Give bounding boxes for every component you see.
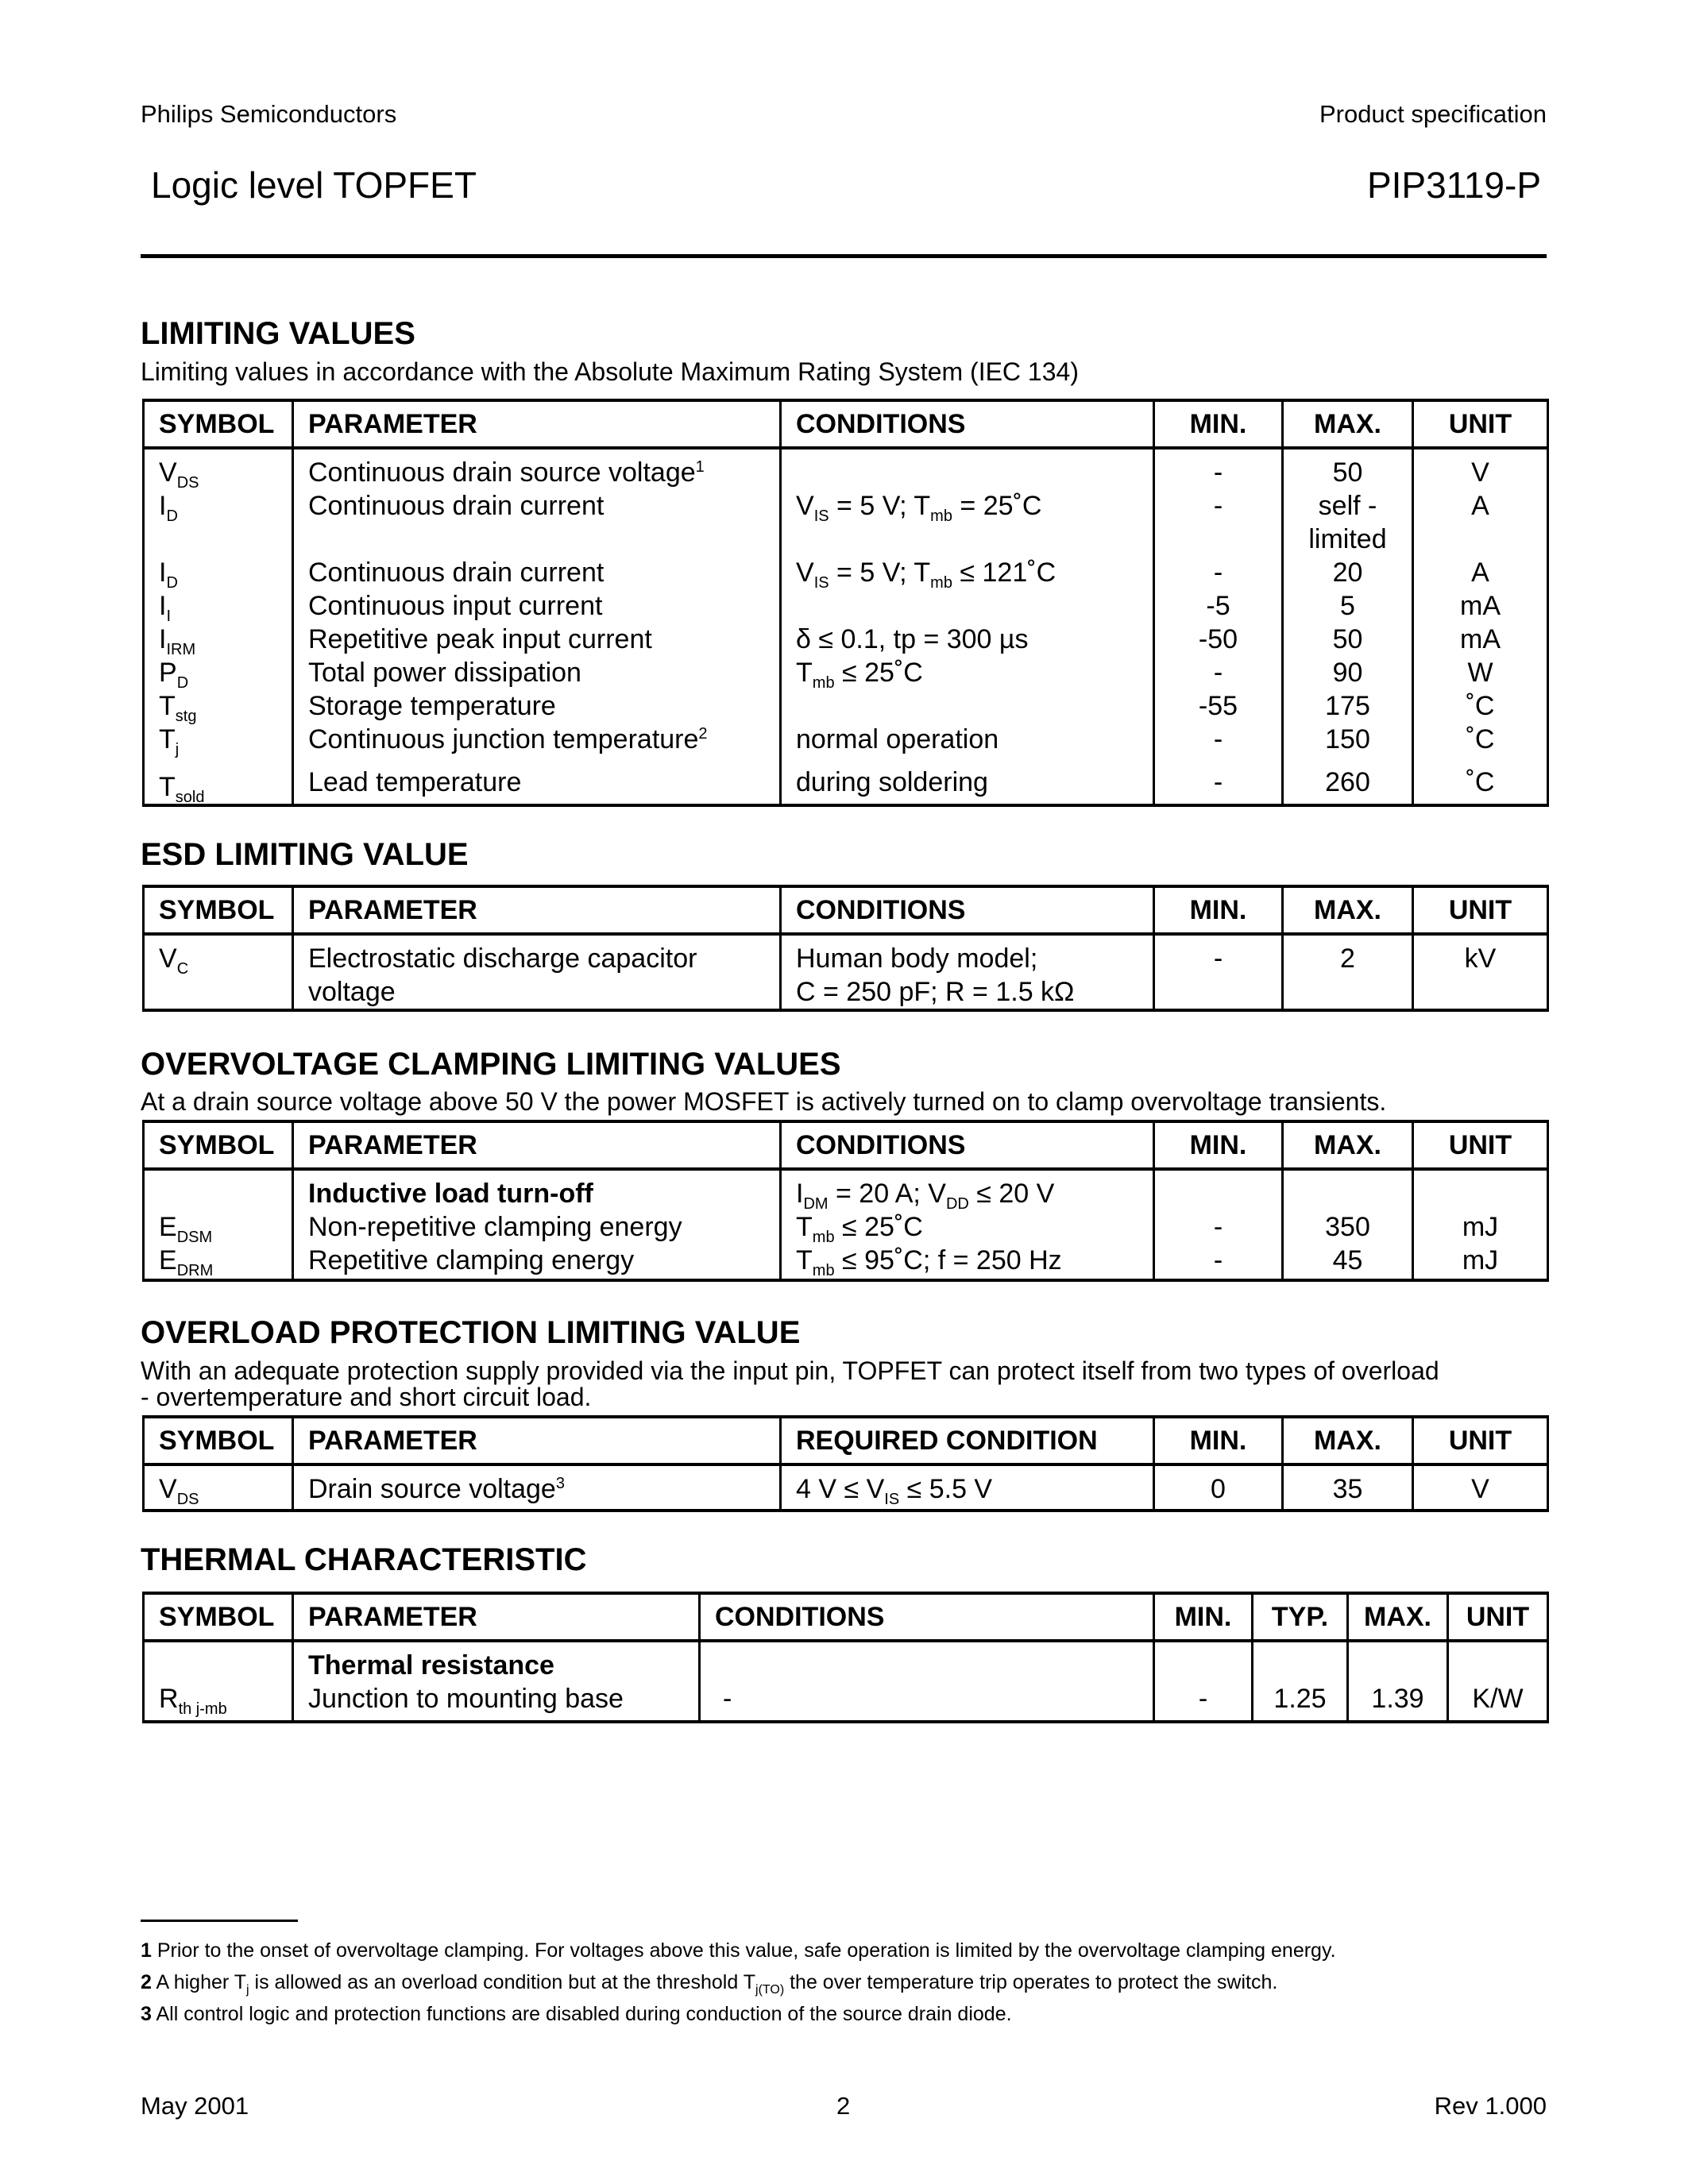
typ-cell: [1253, 1641, 1348, 1682]
limiting-values-table: [142, 399, 1549, 807]
min-cell: -50: [1154, 623, 1283, 656]
unit-cell: [1448, 1641, 1548, 1682]
min-cell: -55: [1154, 689, 1283, 723]
unit-cell: A: [1413, 556, 1548, 589]
min-cell: -: [1154, 448, 1283, 489]
max-cell: 350: [1283, 1210, 1413, 1244]
typ-cell: 1.25: [1253, 1682, 1348, 1722]
revision: Rev 1.000: [1434, 2092, 1547, 2120]
table-header-row: [144, 400, 1548, 448]
unit-cell: [1413, 1169, 1548, 1210]
parameter-cell: Repetitive peak input current: [293, 623, 781, 656]
max-cell: self - limited: [1283, 489, 1413, 556]
unit-cell: kV: [1413, 934, 1548, 1010]
conditions-cell: $T_{mb}$ ≤ 25˚C: [781, 656, 1154, 689]
page-number: 2: [836, 2092, 851, 2120]
clamping-intro: At a drain source voltage above 50 V the power MOSFET is actively turned on to clamp overvoltage transients.: [141, 1087, 1387, 1116]
unit-cell: K/W: [1448, 1682, 1548, 1722]
col-min: MIN.: [1154, 400, 1283, 448]
symbol-cell: $I_D$: [144, 556, 293, 589]
col-max: MAX.: [1283, 1121, 1413, 1169]
part-number: PIP3119-P: [1366, 164, 1541, 206]
max-cell: 90: [1283, 656, 1413, 689]
table-row: [144, 689, 1548, 723]
symbol-cell: $T_j$: [144, 723, 293, 756]
unit-cell: mJ: [1413, 1244, 1548, 1280]
symbol-cell: $P_D$: [144, 656, 293, 689]
unit-cell: V: [1413, 1464, 1548, 1511]
conditions-cell: $V_{IS} = 5$ V; $T_{mb}$ ≤ 121˚C: [781, 556, 1154, 589]
col-min: MIN.: [1154, 1121, 1283, 1169]
min-cell: [1154, 1641, 1253, 1682]
footer-date: May 2001: [141, 2092, 249, 2120]
min-cell: -5: [1154, 589, 1283, 623]
min-cell: 0: [1154, 1464, 1283, 1511]
symbol-cell: $E_{DSM}$: [144, 1210, 293, 1244]
parameter-cell: Continuous drain current: [293, 489, 781, 556]
max-cell: [1283, 1169, 1413, 1210]
min-cell: -: [1154, 723, 1283, 756]
table-row: [144, 1210, 1548, 1244]
col-unit: UNIT: [1413, 886, 1548, 934]
parameter-cell: Storage temperature: [293, 689, 781, 723]
thermal-table: [142, 1592, 1549, 1723]
col-symbol: SYMBOL: [144, 1417, 293, 1464]
table-row: [144, 723, 1548, 756]
conditions-cell: δ ≤ 0.1, tp = 300 µs: [781, 623, 1154, 656]
footnote-3: 3 All control logic and protection functions are disabled during conduction of the source drain diode.: [141, 2003, 1012, 2025]
conditions-cell: $V_{IS} = 5$ V; $T_{mb}$ = 25˚C: [781, 489, 1154, 556]
col-unit: UNIT: [1413, 1121, 1548, 1169]
min-cell: -: [1154, 934, 1283, 1010]
conditions-cell: $I_{DM} = 20$ A; $V_{DD} \le 20$ V: [781, 1169, 1154, 1210]
max-cell: 20: [1283, 556, 1413, 589]
min-cell: -: [1154, 1210, 1283, 1244]
table-header-row: [144, 1121, 1548, 1169]
col-unit: UNIT: [1448, 1593, 1548, 1641]
symbol-cell: $I_D$: [144, 489, 293, 556]
unit-cell: ˚C: [1413, 689, 1548, 723]
conditions-cell: $T_{mb}$ ≤ 95˚C; f = 250 Hz: [781, 1244, 1154, 1280]
unit-cell: mJ: [1413, 1210, 1548, 1244]
min-cell: [1154, 1169, 1283, 1210]
col-parameter: PARAMETER: [293, 400, 781, 448]
col-parameter: PARAMETER: [293, 886, 781, 934]
unit-cell: ˚C: [1413, 723, 1548, 756]
min-cell: -: [1154, 556, 1283, 589]
table-header-row: [144, 886, 1548, 934]
col-conditions: CONDITIONS: [781, 1121, 1154, 1169]
conditions-cell: -: [700, 1682, 1154, 1722]
parameter-cell: Repetitive clamping energy: [293, 1244, 781, 1280]
symbol-cell: $R_{th j-mb}$: [144, 1682, 293, 1722]
symbol-cell: $I_{IRM}$: [144, 623, 293, 656]
unit-cell: A: [1413, 489, 1548, 556]
max-cell: 175: [1283, 689, 1413, 723]
conditions-cell: 4 $V \le V_{IS} \le 5.5$ V: [781, 1464, 1154, 1511]
col-required-condition: REQUIRED CONDITION: [781, 1417, 1154, 1464]
conditions-cell: $T_{mb}$ ≤ 25˚C: [781, 1210, 1154, 1244]
conditions-cell: [781, 589, 1154, 623]
footnote-2: 2 A higher $T_j$ is allowed as an overload condition but at the threshold $T_{j(TO)}$ the over temperature trip operates to protect the switch.: [141, 1971, 1278, 1997]
overload-intro-1: With an adequate protection supply provided via the input pin, TOPFET can protect itself from two types of overload: [141, 1356, 1439, 1385]
parameter-cell: Electrostatic discharge capacitor voltage: [293, 934, 781, 1010]
col-min: MIN.: [1154, 1593, 1253, 1641]
limiting-values-intro: Limiting values in accordance with the Absolute Maximum Rating System (IEC 134): [141, 357, 1079, 386]
parameter-cell: Lead temperature: [293, 756, 781, 805]
table-row: [144, 934, 1548, 1010]
table-row: [144, 1169, 1548, 1210]
overload-intro-2: - overtemperature and short circuit load.: [141, 1383, 592, 1411]
parameter-cell: Continuous drain source voltage$^1$: [293, 448, 781, 489]
max-cell: 2: [1283, 934, 1413, 1010]
page-title: Logic level TOPFET: [151, 164, 477, 206]
col-symbol: SYMBOL: [144, 400, 293, 448]
col-min: MIN.: [1154, 886, 1283, 934]
parameter-cell: Non-repetitive clamping energy: [293, 1210, 781, 1244]
col-typ: TYP.: [1253, 1593, 1348, 1641]
table-row: [144, 756, 1548, 805]
max-cell: 150: [1283, 723, 1413, 756]
col-symbol: SYMBOL: [144, 1593, 293, 1641]
max-cell: 45: [1283, 1244, 1413, 1280]
col-conditions: CONDITIONS: [700, 1593, 1154, 1641]
table-row: [144, 1464, 1548, 1511]
esd-table: [142, 885, 1549, 1012]
col-max: MAX.: [1283, 400, 1413, 448]
overload-title: OVERLOAD PROTECTION LIMITING VALUE: [141, 1315, 801, 1350]
symbol-cell: $V_{DS}$: [144, 1464, 293, 1511]
header-rule: [141, 254, 1547, 258]
col-min: MIN.: [1154, 1417, 1283, 1464]
parameter-cell: Drain source voltage$^3$: [293, 1464, 781, 1511]
parameter-cell: Continuous junction temperature$^2$: [293, 723, 781, 756]
col-symbol: SYMBOL: [144, 1121, 293, 1169]
conditions-cell: normal operation: [781, 723, 1154, 756]
clamping-table: [142, 1120, 1549, 1282]
conditions-cell: during soldering: [781, 756, 1154, 805]
max-cell: 35: [1283, 1464, 1413, 1511]
parameter-cell: Continuous drain current: [293, 556, 781, 589]
col-max: MAX.: [1348, 1593, 1448, 1641]
table-row: [144, 489, 1548, 556]
min-cell: -: [1154, 489, 1283, 556]
table-row: [144, 1641, 1548, 1682]
symbol-cell: [144, 1641, 293, 1682]
table-row: [144, 1682, 1548, 1722]
thermal-title: THERMAL CHARACTERISTIC: [141, 1542, 587, 1577]
unit-cell: ˚C: [1413, 756, 1548, 805]
col-parameter: PARAMETER: [293, 1417, 781, 1464]
parameter-cell: Continuous input current: [293, 589, 781, 623]
unit-cell: W: [1413, 656, 1548, 689]
table-row: [144, 656, 1548, 689]
clamping-title: OVERVOLTAGE CLAMPING LIMITING VALUES: [141, 1047, 841, 1082]
symbol-cell: $V_C$: [144, 934, 293, 1010]
footnote-rule: [141, 1920, 298, 1922]
max-cell: 5: [1283, 589, 1413, 623]
col-unit: UNIT: [1413, 400, 1548, 448]
col-max: MAX.: [1283, 1417, 1413, 1464]
esd-title: ESD LIMITING VALUE: [141, 837, 469, 872]
footnote-1: 1 Prior to the onset of overvoltage clamping. For voltages above this value, safe operation is limited by the overvoltage clamping energy.: [141, 1939, 1336, 1962]
max-cell: 50: [1283, 623, 1413, 656]
overload-table: [142, 1415, 1549, 1512]
col-symbol: SYMBOL: [144, 886, 293, 934]
col-parameter: PARAMETER: [293, 1593, 700, 1641]
col-unit: UNIT: [1413, 1417, 1548, 1464]
unit-cell: mA: [1413, 589, 1548, 623]
conditions-cell: [700, 1641, 1154, 1682]
table-row: [144, 589, 1548, 623]
min-cell: -: [1154, 656, 1283, 689]
col-parameter: PARAMETER: [293, 1121, 781, 1169]
symbol-cell: $T_{sold}$: [144, 756, 293, 805]
col-max: MAX.: [1283, 886, 1413, 934]
max-cell: [1348, 1641, 1448, 1682]
table-row: [144, 556, 1548, 589]
doc-type: Product specification: [1319, 100, 1547, 128]
limiting-values-title: LIMITING VALUES: [141, 316, 415, 351]
conditions-cell: Human body model; C = 250 pF; R = 1.5 kΩ: [781, 934, 1154, 1010]
table-row: [144, 448, 1548, 489]
symbol-cell: $V_{DS}$: [144, 448, 293, 489]
company-name: Philips Semiconductors: [141, 100, 397, 128]
unit-cell: mA: [1413, 623, 1548, 656]
table-header-row: [144, 1593, 1548, 1641]
table-header-row: [144, 1417, 1548, 1464]
table-row: [144, 623, 1548, 656]
group-label: Thermal resistance: [293, 1641, 700, 1682]
max-cell: 50: [1283, 448, 1413, 489]
min-cell: -: [1154, 1244, 1283, 1280]
min-cell: -: [1154, 1682, 1253, 1722]
conditions-cell: [781, 689, 1154, 723]
parameter-cell: Total power dissipation: [293, 656, 781, 689]
parameter-cell: Junction to mounting base: [293, 1682, 700, 1722]
conditions-cell: [781, 448, 1154, 489]
min-cell: -: [1154, 756, 1283, 805]
symbol-cell: $E_{DRM}$: [144, 1244, 293, 1280]
group-label: Inductive load turn-off: [293, 1169, 781, 1210]
symbol-cell: $T_{stg}$: [144, 689, 293, 723]
symbol-cell: $I_I$: [144, 589, 293, 623]
col-conditions: CONDITIONS: [781, 400, 1154, 448]
max-cell: 1.39: [1348, 1682, 1448, 1722]
unit-cell: V: [1413, 448, 1548, 489]
col-conditions: CONDITIONS: [781, 886, 1154, 934]
symbol-cell: [144, 1169, 293, 1210]
table-row: [144, 1244, 1548, 1280]
max-cell: 260: [1283, 756, 1413, 805]
